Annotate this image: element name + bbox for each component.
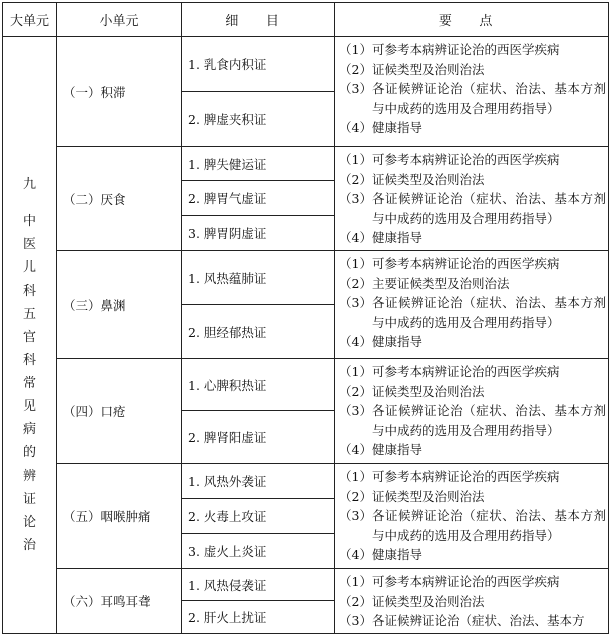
big-unit-char: 的: [22, 445, 36, 461]
detail-cell: 3. 虚火上炎证: [182, 534, 335, 569]
point-item: [339, 254, 606, 274]
detail-cell: 1. 风热蕴肺证: [182, 251, 335, 305]
point-item: [339, 189, 606, 228]
small-unit-cell: （四）口疮: [57, 359, 182, 464]
point-text: 证候类型及治则治法: [371, 383, 485, 399]
header-big-unit: 大单元: [3, 3, 57, 37]
point-text: 证候类型及治则治法: [371, 593, 485, 609]
point-text: 健康指导: [371, 120, 422, 135]
point-item: [339, 382, 606, 402]
header-small-unit: 小单元: [57, 3, 182, 37]
point-number: （1）: [339, 152, 372, 167]
syllabus-table: [2, 2, 609, 634]
small-unit-cell: （二）厌食: [57, 147, 182, 251]
point-text: 证候类型及治则治法: [371, 61, 485, 77]
point-item: [339, 118, 606, 138]
point-number: （2）: [339, 383, 372, 399]
big-unit-char: 官: [22, 329, 36, 345]
point-text: 可参考本病辨证论治的西医学疾病: [371, 256, 560, 271]
point-text: 各证候辨证论治（症状、治法、基本方剂与中成药的选用及合理用药指导）: [371, 81, 606, 116]
point-item: [339, 170, 606, 190]
point-text: 可参考本病辨证论治的西医学疾病: [371, 469, 560, 484]
detail-cell: 2. 脾肾阳虚证: [182, 411, 335, 464]
point-text: 可参考本病辨证论治的西医学疾病: [371, 364, 560, 379]
big-unit-char: 中: [22, 214, 36, 230]
point-item: [339, 545, 606, 565]
small-unit-cell: （六）耳鸣耳聋: [57, 569, 182, 634]
point-number: （4）: [339, 230, 372, 245]
detail-cell: 1. 风热外袭证: [182, 464, 335, 499]
point-text: 健康指导: [371, 442, 422, 457]
point-number: （3）: [339, 295, 372, 310]
point-number: （2）: [339, 171, 372, 187]
header-row: [3, 3, 609, 37]
point-item: [339, 332, 606, 352]
point-number: （3）: [339, 403, 372, 418]
point-item: [339, 467, 606, 487]
big-unit-char: 儿: [22, 260, 36, 276]
point-number: （2）: [339, 593, 372, 609]
point-number: （1）: [339, 256, 372, 271]
big-unit-char: 医: [22, 237, 36, 253]
big-unit-number: 九: [22, 177, 36, 192]
detail-cell: 2. 肝火上扰证: [182, 601, 335, 633]
point-item: [339, 60, 606, 80]
point-number: （3）: [339, 508, 372, 523]
point-number: （3）: [339, 81, 372, 96]
points-cell: [335, 147, 609, 251]
point-item: [339, 506, 606, 545]
table-row: [3, 147, 609, 181]
point-text: 可参考本病辨证论治的西医学疾病: [371, 42, 560, 57]
point-text: 证候类型及治则治法: [371, 171, 485, 187]
point-number: （1）: [339, 42, 372, 57]
point-item: [339, 274, 606, 294]
big-unit-char: 治: [22, 537, 36, 553]
table-row: [3, 569, 609, 601]
detail-cell: 1. 乳食内积证: [182, 37, 335, 92]
big-unit-char: 辨: [22, 468, 36, 484]
big-unit-char: 五: [22, 306, 36, 322]
point-item: [339, 440, 606, 460]
points-cell: [335, 464, 609, 569]
point-item: [339, 592, 606, 612]
point-text: 健康指导: [371, 230, 422, 245]
point-number: （1）: [339, 364, 372, 379]
point-number: （2）: [339, 488, 372, 504]
header-points: 要 点: [335, 3, 609, 37]
point-text: 各证候辨证论治（症状、治法、基本方剂与中成药的选用及合理用药指导）: [371, 403, 606, 438]
point-number: （2）: [339, 61, 372, 77]
points-cell: [335, 569, 609, 634]
point-text: 可参考本病辨证论治的西医学疾病: [371, 574, 560, 589]
point-item: [339, 401, 606, 440]
table-row: [3, 251, 609, 305]
header-detail: 细 目: [182, 3, 335, 37]
detail-cell: 2. 胆经郁热证: [182, 305, 335, 359]
small-unit-cell: （三）鼻渊: [57, 251, 182, 359]
table-row: [3, 359, 609, 411]
big-unit-cell: [3, 37, 57, 634]
point-item: [339, 293, 606, 332]
point-text: 各证候辨证论治（症状、治法、基本方: [371, 613, 585, 628]
point-text: 可参考本病辨证论治的西医学疾病: [371, 152, 560, 167]
point-text: 健康指导: [371, 334, 422, 349]
point-item: [339, 487, 606, 507]
point-text: 各证候辨证论治（症状、治法、基本方剂与中成药的选用及合理用药指导）: [371, 191, 606, 226]
point-number: （4）: [339, 120, 372, 135]
detail-cell: 2. 脾胃气虚证: [182, 181, 335, 216]
big-unit-char: 科: [22, 352, 36, 368]
point-item: [339, 79, 606, 118]
detail-cell: 1. 脾失健运证: [182, 147, 335, 181]
table-row: [3, 37, 609, 92]
point-number: （1）: [339, 469, 372, 484]
detail-cell: 3. 脾胃阴虚证: [182, 216, 335, 251]
big-unit-char: 证: [22, 491, 36, 507]
big-unit-char: 见: [22, 399, 36, 415]
point-item: [339, 150, 606, 170]
small-unit-cell: （一）积滞: [57, 37, 182, 147]
point-item: [339, 572, 606, 592]
point-number: （3）: [339, 191, 372, 206]
point-text: 健康指导: [371, 547, 422, 562]
point-item: [339, 40, 606, 60]
detail-cell: 2. 脾虚夹积证: [182, 92, 335, 147]
point-text: 主要证候类型及治则治法: [371, 275, 510, 291]
detail-cell: 2. 火毒上攻证: [182, 499, 335, 534]
detail-cell: 1. 风热侵袭证: [182, 569, 335, 601]
big-unit-char: 论: [22, 514, 36, 530]
points-cell: [335, 359, 609, 464]
point-number: （2）: [339, 275, 372, 291]
point-text: 证候类型及治则治法: [371, 488, 485, 504]
big-unit-char: 科: [22, 283, 36, 299]
big-unit-char: 病: [22, 422, 36, 438]
table-row: [3, 464, 609, 499]
point-number: （4）: [339, 547, 372, 562]
table-body: [3, 37, 609, 634]
point-item: [339, 362, 606, 382]
point-number: （3）: [339, 613, 372, 628]
point-item: [339, 611, 606, 631]
detail-cell: 1. 心脾积热证: [182, 359, 335, 411]
point-text: 各证候辨证论治（症状、治法、基本方剂与中成药的选用及合理用药指导）: [371, 508, 606, 543]
point-number: （1）: [339, 574, 372, 589]
point-number: （4）: [339, 334, 372, 349]
big-unit-char: 常: [22, 376, 36, 391]
point-number: （4）: [339, 442, 372, 457]
small-unit-cell: （五）咽喉肿痛: [57, 464, 182, 569]
point-item: [339, 228, 606, 248]
points-cell: [335, 251, 609, 359]
point-text: 各证候辨证论治（症状、治法、基本方剂与中成药的选用及合理用药指导）: [371, 295, 606, 330]
points-cell: [335, 37, 609, 147]
